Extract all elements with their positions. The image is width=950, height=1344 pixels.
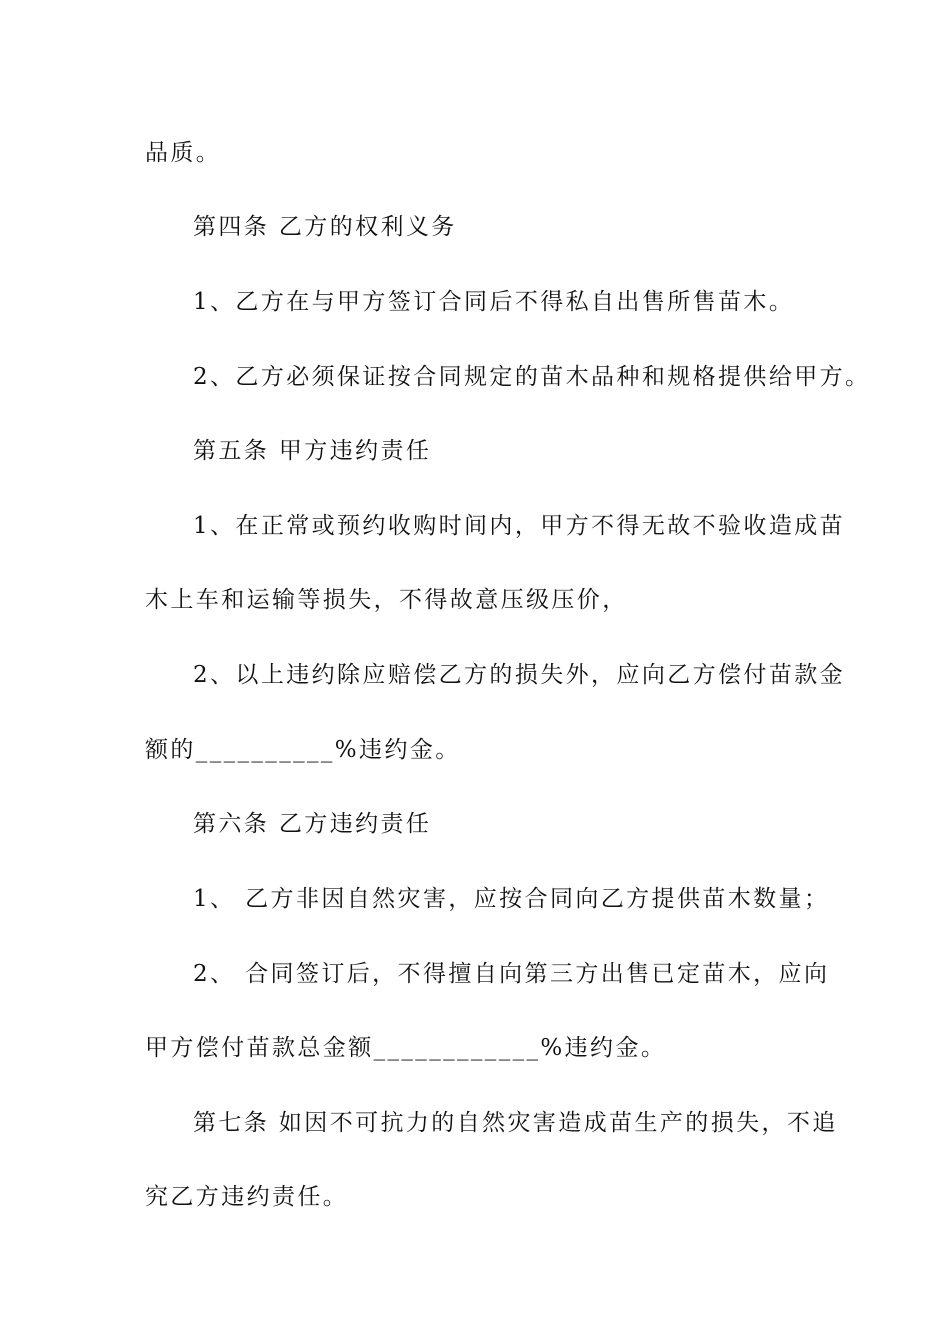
- article-5-clause-1-cont: 木上车和运输等损失，不得故意压级压价，: [145, 587, 628, 613]
- article-6-clause-2-cont: 甲方偿付苗款总金额____________%违约金。: [145, 1035, 667, 1061]
- article-4-heading: 第四条 乙方的权利义务: [193, 214, 457, 240]
- article-6-clause-1: 1、 乙方非因自然灾害，应按合同向乙方提供苗木数量；: [193, 886, 830, 912]
- article-5-clause-1: 1、在正常或预约收购时间内，甲方不得无故不验收造成苗: [193, 513, 846, 539]
- article-4-clause-2: 2、乙方必须保证按合同规定的苗木品种和规格提供给甲方。: [193, 364, 871, 390]
- article-6-heading: 第六条 乙方违约责任: [193, 811, 432, 837]
- article-6-clause-2: 2、 合同签订后，不得擅自向第三方出售已定苗木，应向: [193, 961, 830, 987]
- article-5-clause-2: 2、以上违约除应赔偿乙方的损失外，应向乙方偿付苗款金: [193, 662, 846, 688]
- article-5-clause-2-cont: 额的__________%违约金。: [145, 737, 461, 763]
- paragraph-continuation: 品质。: [145, 140, 222, 166]
- article-7-heading: 第七条 如因不可抗力的自然灾害造成苗生产的损失，不追: [193, 1110, 838, 1136]
- article-5-heading: 第五条 甲方违约责任: [193, 438, 432, 464]
- article-7-cont: 究乙方违约责任。: [145, 1184, 349, 1210]
- article-4-clause-1: 1、乙方在与甲方签订合同后不得私自出售所售苗木。: [193, 289, 795, 315]
